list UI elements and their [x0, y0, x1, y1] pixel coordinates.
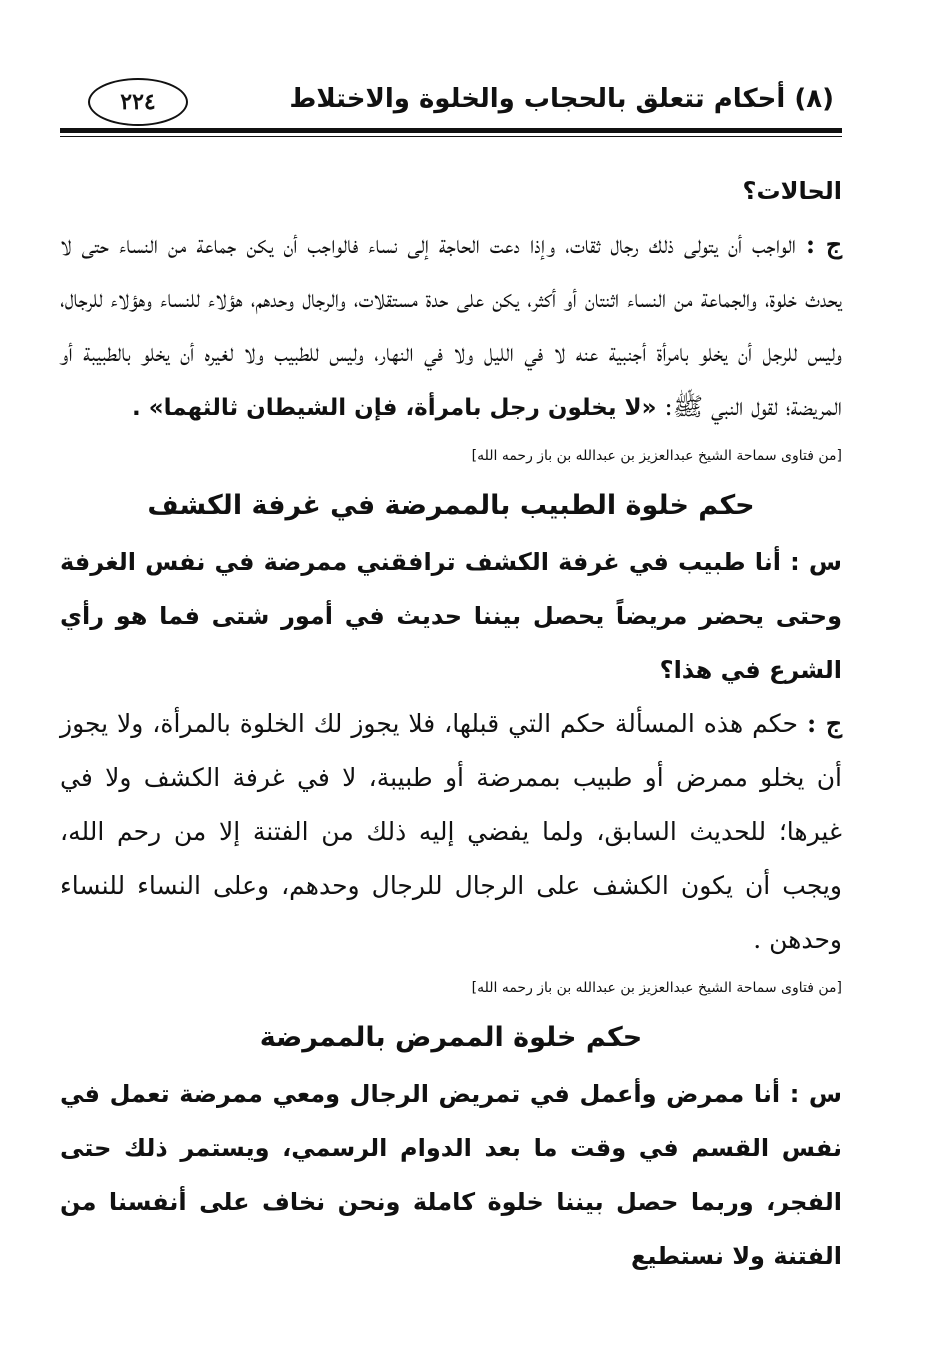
answer-text: حكم هذه المسألة حكم التي قبلها، فلا يجوز لك الخلوة بالمرأة، ولا يجوز أن يخلو ممرض أو طبيب بممرضة أو طبيبة، لا في غرفة الكشف ولا في غيرها؛ للحديث السابق، ولما يفضي إليه ذلك من الفتنة إلا من رحم الله، ويجب أن يكون الكشف على الرجال للرجال وحدهم، وعلى النساء للنساء وحدهن .	[60, 709, 842, 954]
intro-word: الحالات؟	[742, 177, 842, 205]
section-title: حكم خلوة الممرض بالممرضة	[259, 1022, 643, 1053]
page-header	[60, 70, 842, 132]
question-text: أنا طبيب في غرفة الكشف ترافقني ممرضة في نفس الغرفة وحتى يحضر مريضاً يحصل بيننا حديث في أمور شتى فما هو رأي الشرع في هذا؟	[60, 548, 842, 684]
question-text: أنا ممرض وأعمل في تمريض الرجال ومعي ممرضة تعمل في نفس القسم في وقت ما بعد الدوام الرسمي، ويستمر ذلك حتى الفجر، وربما حصل بيننا خلوة كاملة ونحن نخاف على أنفسنا من الفتنة ولا نستطيع	[60, 1080, 842, 1270]
source-citation: [من فتاوى سماحة الشيخ عبدالعزيز بن عبدالله بن باز رحمه الله]	[471, 980, 842, 996]
hadith-quote: «لا يخلون رجل بامرأة، فإن الشيطان ثالثهما» .	[131, 395, 657, 421]
answer-1	[60, 218, 842, 435]
page-content	[60, 164, 842, 1283]
question-marker: س :	[790, 548, 842, 576]
section-title: حكم خلوة الطبيب بالممرضة في غرفة الكشف	[147, 490, 755, 521]
question-marker: س :	[789, 1080, 843, 1108]
header-rule-thin	[60, 136, 842, 137]
answer-marker: ج :	[805, 230, 842, 259]
question-3	[60, 1067, 842, 1283]
running-title: (٨) أحكام تتعلق بالحجاب والخلوة والاختلاط	[289, 84, 834, 114]
answer-text: الواجب أن يتولى ذلك رجال ثقات، وإذا دعت الحاجة إلى نساء فالواجب أن يكن جماعة من النساء حتى لا يحدث خلوة، والجماعة من النساء اثنتان أو أكثر، يكن على حدة مستقلات، والرجال وحدهم، هؤلاء للنساء وهؤلاء للرجال، وليس للرجل أن يخلو بامرأة أجنبية عنه لا في الليل ولا في النهار، وليس للطبيب ولا لغيره أن يخلو بالطبيبة أو المريضة؛ لقول النبي ﷺ:	[60, 230, 842, 421]
source-citation: [من فتاوى سماحة الشيخ عبدالعزيز بن عبدالله بن باز رحمه الله]	[471, 448, 842, 464]
book-page	[60, 70, 842, 1340]
page-number: ٢٢٤	[88, 78, 188, 126]
header-rule-thick	[60, 128, 842, 133]
answer-2	[60, 697, 842, 967]
answer-marker: ج :	[806, 709, 843, 738]
question-2	[60, 535, 842, 697]
